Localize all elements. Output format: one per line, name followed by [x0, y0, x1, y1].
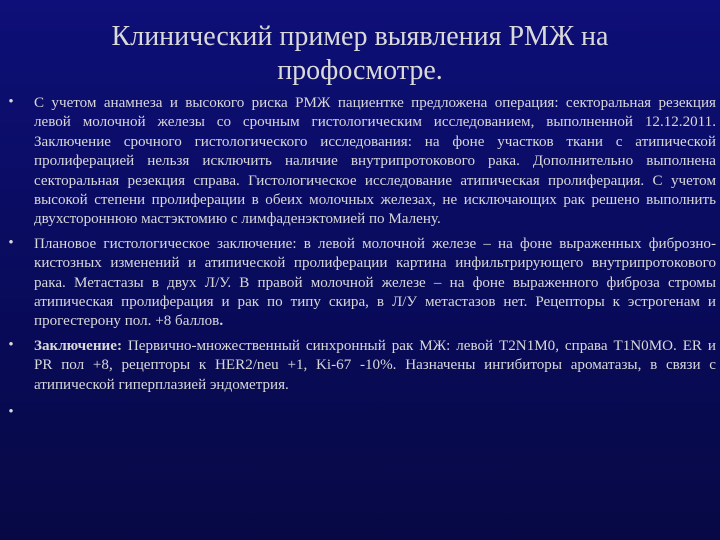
bullet-item-text-container	[34, 235, 716, 332]
bullet-item-text-container	[34, 337, 716, 395]
empty-bullet-item	[6, 404, 716, 420]
bullet-point-icon: •	[8, 336, 14, 353]
slide-title-line-2: профосмотре.	[277, 55, 443, 86]
bullet-item-histology-report	[6, 235, 716, 332]
bullet-item-text: Плановое гистологическое заключение: в левой молочной железе – на фоне выраженных фиброзно-кистозных изменений и атипической пролиферации картина инфильтрирующего внутрипротокового рака. Метастазы в двух Л/У. В правой молочной железе – на фоне выраженного фиброза стромы атипическая пролиферация и рак по типу скира, в Л/У метастазов нет. Рецепторы к эстрогенам и прогестерону пол. +8 баллов	[34, 235, 716, 330]
bullet-item-surgery-plan	[6, 94, 716, 230]
conclusion-text: Первично-множественный синхронный рак МЖ: левой T2N1M0, справа T1N0MO. ER и PR пол +8, рецепторы к HER2/neu +1, Ki-67 -10%. Назначены ингибиторы ароматазы, в связи с атипической гиперплазией эндометрия.	[34, 337, 716, 393]
bullet-point-icon: •	[8, 94, 14, 110]
bullet-item-conclusion	[6, 337, 716, 395]
conclusion-label: Заключение:	[34, 337, 122, 354]
bullet-point-icon: •	[8, 404, 14, 421]
bullet-item-text: С учетом анамнеза и высокого риска РМЖ пациентке предложена операция: секторальная резекция левой молочной железы со срочным гистологическим исследованием, выполненной 12.12.2011. Заключение срочного гистологического исследования: на фоне участков ткани с атипической пролиферацией нельзя исключить наличие внутрипротокового рака. Дополнительно выполнена секторальная резекция справа. Гистологическое исследование атипическая пролиферация. С учетом высокой степени пролиферации в обеих молочных железах, не исключающих рак решено выполнить двухстороннюю мастэктомию с лимфаденэктомией по Малену.	[34, 95, 716, 228]
slide-body	[6, 94, 716, 425]
bullet-item-text-ending: .	[219, 313, 224, 330]
bullet-point-icon: •	[8, 234, 14, 251]
slide-title-line-1: Клинический пример выявления РМЖ на	[111, 21, 609, 52]
slide-title	[0, 20, 720, 88]
